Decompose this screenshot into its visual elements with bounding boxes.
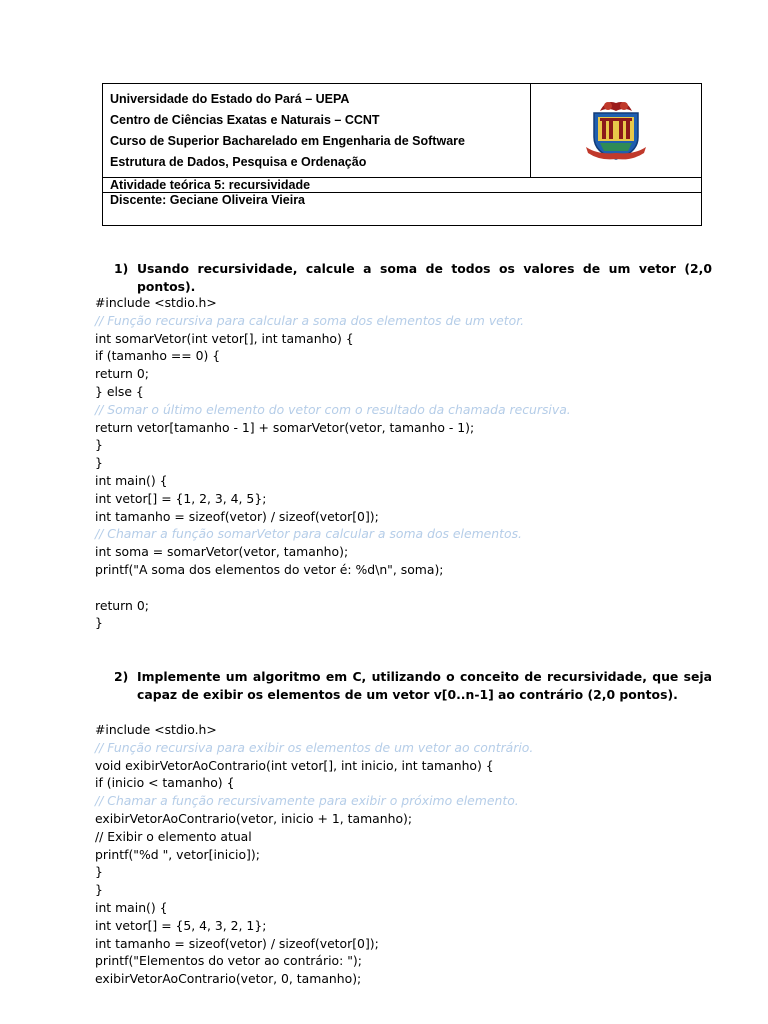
code-line: } (95, 437, 103, 453)
code-line: } (95, 455, 103, 471)
code-line: } (95, 864, 103, 880)
code-line: return 0; (95, 597, 149, 613)
code-line: if (inicio < tamanho) { (95, 775, 235, 791)
code-comment-line: // Chamar a função recursivamente para exibir o próximo elemento. (95, 793, 519, 809)
uepa-crest-icon (531, 84, 701, 177)
center-name: Centro de Ciências Exatas e Naturais – CCNT (110, 113, 380, 127)
code-line: } (95, 615, 103, 631)
code-line: // Exibir o elemento atual (95, 828, 252, 844)
code-line: return vetor[tamanho - 1] + somarVetor(vetor, tamanho - 1); (95, 419, 475, 435)
question-number: 2) (114, 669, 129, 684)
code-block-1 (95, 294, 571, 632)
code-line: void exibirVetorAoContrario(int vetor[], int inicio, int tamanho) { (95, 757, 494, 773)
code-line: exibirVetorAoContrario(vetor, inicio + 1, tamanho); (95, 810, 413, 826)
code-comment-line: // Chamar a função somarVetor para calcular a soma dos elementos. (95, 526, 522, 542)
code-line: int main() { (95, 472, 168, 488)
code-line: int somarVetor(int vetor[], int tamanho) { (95, 330, 354, 346)
code-line: #include <stdio.h> (95, 722, 217, 737)
code-comment-line: // Somar o último elemento do vetor com o resultado da chamada recursiva. (95, 401, 571, 417)
code-comment-line: // Função recursiva para calcular a soma dos elementos de um vetor. (95, 312, 525, 328)
course-name: Curso de Superior Bacharelado em Engenharia de Software (110, 134, 465, 148)
code-line: int soma = somarVetor(vetor, tamanho); (95, 544, 349, 560)
question-number: 1) (114, 261, 129, 276)
question-text: Usando recursividade, calcule a soma de todos os valores de um vetor (2,0 pontos). (137, 261, 712, 294)
institution-cell (103, 84, 531, 177)
code-line: printf("%d ", vetor[inicio]); (95, 846, 260, 862)
code-line: int vetor[] = {5, 4, 3, 2, 1}; (95, 917, 267, 933)
code-line: } else { (95, 383, 144, 399)
code-line: printf("A soma dos elementos do vetor é: %d\n", soma); (95, 561, 444, 577)
code-line: printf("Elementos do vetor ao contrário: "); (95, 953, 362, 969)
question-text: Implemente um algoritmo em C, utilizando o conceito de recursividade, que seja capaz de exibir os elementos de um vetor v[0..n-1] ao contrário (2,0 pontos). (137, 669, 712, 702)
student-name: Discente: Geciane Oliveira Vieira (110, 193, 306, 207)
code-line: if (tamanho == 0) { (95, 348, 221, 364)
header-table (102, 83, 702, 226)
code-line: int main() { (95, 899, 168, 915)
code-line (95, 579, 571, 597)
code-line: exibirVetorAoContrario(vetor, 0, tamanho); (95, 971, 362, 987)
code-comment-line: // Função recursiva para exibir os elementos de um vetor ao contrário. (95, 739, 534, 755)
code-block-2 (95, 721, 533, 988)
code-line: return 0; (95, 366, 149, 382)
code-line: int tamanho = sizeof(vetor) / sizeof(vetor[0]); (95, 508, 379, 524)
code-line: } (95, 882, 103, 898)
code-line: #include <stdio.h> (95, 295, 217, 310)
code-line: int vetor[] = {1, 2, 3, 4, 5}; (95, 490, 267, 506)
subject-name: Estrutura de Dados, Pesquisa e Ordenação (110, 155, 367, 169)
institution-name: Universidade do Estado do Pará – UEPA (110, 92, 350, 106)
activity-title: Atividade teórica 5: recursividade (110, 178, 311, 192)
code-line: int tamanho = sizeof(vetor) / sizeof(vetor[0]); (95, 935, 379, 951)
